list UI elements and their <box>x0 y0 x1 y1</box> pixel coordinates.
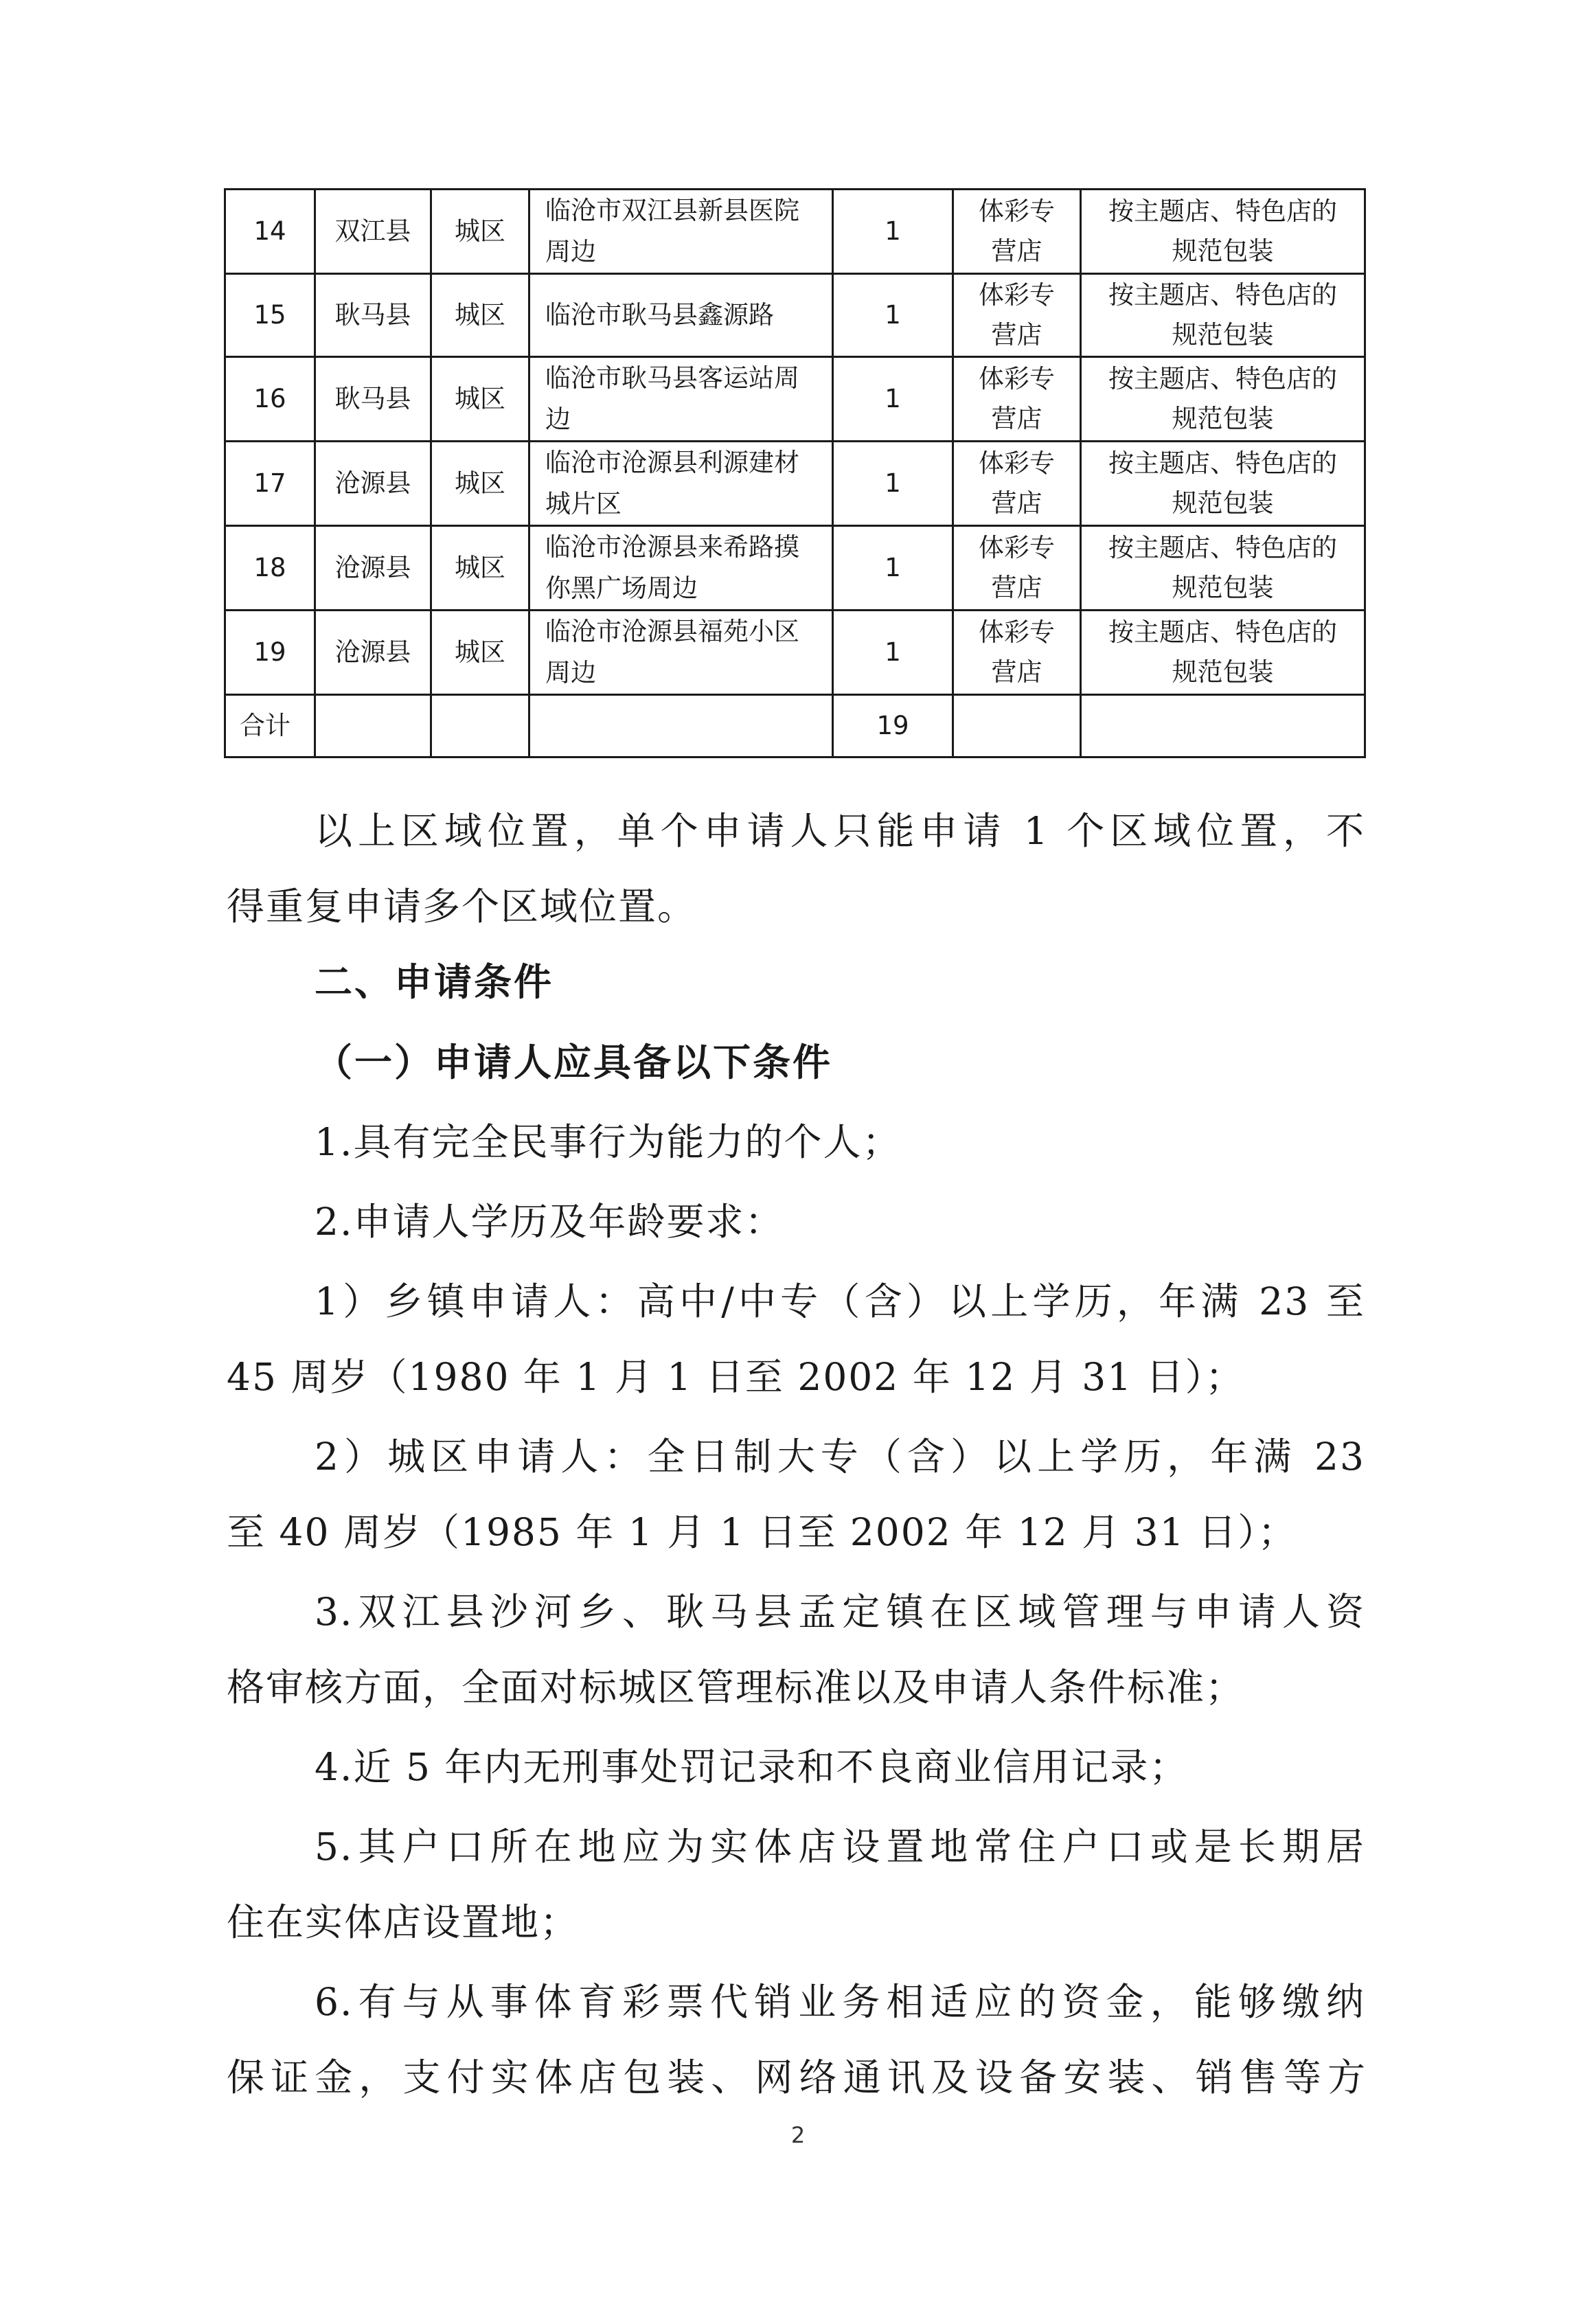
store-type-cell-line1: 体彩专 <box>979 280 1055 310</box>
address-cell <box>529 442 833 526</box>
address-cell-line1: 临沧市耿马县客运站周 <box>545 363 799 393</box>
condition-item-3-line1: 3.双江县沙河乡、耿马县孟定镇在区域管理与申请人资 <box>315 1590 1365 1634</box>
store-type-cell-line1: 体彩专 <box>979 364 1055 394</box>
table-row <box>225 274 1365 357</box>
store-type-cell <box>953 611 1081 695</box>
store-type-cell-line2: 营店 <box>991 236 1042 266</box>
store-type-cell <box>953 274 1081 357</box>
address-cell-line2: 周边 <box>545 658 596 687</box>
requirement-cell-line1: 按主题店、特色店的 <box>1108 617 1337 647</box>
address-cell-line1: 临沧市沧源县利源建材 <box>545 448 799 477</box>
address-cell <box>529 611 833 695</box>
store-type-cell <box>953 442 1081 526</box>
table-row <box>225 526 1365 611</box>
table-row <box>225 357 1365 442</box>
area-cell: 城区 <box>431 274 529 357</box>
total-quantity-cell: 19 <box>833 695 953 757</box>
requirement-cell <box>1081 357 1365 442</box>
requirement-cell <box>1081 442 1365 526</box>
row-number-cell: 16 <box>225 357 315 442</box>
county-cell: 耿马县 <box>315 357 431 442</box>
county-cell: 沧源县 <box>315 526 431 611</box>
address-cell-line1: 临沧市沧源县福苑小区 <box>545 617 799 646</box>
store-type-cell <box>953 357 1081 442</box>
address-cell-line1: 临沧市耿马县鑫源路 <box>545 300 774 330</box>
address-cell <box>529 357 833 442</box>
address-cell-line1: 临沧市沧源县来希路摸 <box>545 532 799 562</box>
area-cell: 城区 <box>431 526 529 611</box>
empty-cell <box>1081 695 1365 757</box>
subsection-heading: （一）申请人应具备以下条件 <box>315 1040 833 1084</box>
empty-cell <box>529 695 833 757</box>
area-cell: 城区 <box>431 190 529 274</box>
requirement-cell <box>1081 526 1365 611</box>
condition-item-5-line2: 住在实体店设置地； <box>227 1900 580 1944</box>
quantity-cell: 1 <box>833 274 953 357</box>
address-cell <box>529 190 833 274</box>
address-cell-line1: 临沧市双江县新县医院 <box>545 196 799 225</box>
condition-item-6-line1: 6.有与从事体育彩票代销业务相适应的资金，能够缴纳 <box>315 1980 1365 2024</box>
store-type-cell-line1: 体彩专 <box>979 196 1055 226</box>
area-cell: 城区 <box>431 442 529 526</box>
region-table-container <box>224 188 1364 758</box>
requirement-cell-line1: 按主题店、特色店的 <box>1108 196 1337 226</box>
requirement-cell-line2: 规范包装 <box>1172 657 1274 687</box>
condition-item-2-2-line1: 2）城区申请人：全日制大专（含）以上学历，年满 23 <box>315 1435 1365 1479</box>
row-number-cell: 18 <box>225 526 315 611</box>
condition-item-2-1-line1: 1）乡镇申请人：高中/中专（含）以上学历，年满 23 至 <box>315 1279 1365 1323</box>
condition-item-2-2-line2: 至 40 周岁（1985 年 1 月 1 日至 2002 年 12 月 31 日）； <box>227 1510 1297 1554</box>
address-cell-line2: 你黑广场周边 <box>545 573 698 603</box>
requirement-cell <box>1081 274 1365 357</box>
address-cell-line2: 城片区 <box>545 489 622 519</box>
store-type-cell-line1: 体彩专 <box>979 448 1055 478</box>
address-cell-line2: 周边 <box>545 237 596 266</box>
county-cell: 耿马县 <box>315 274 431 357</box>
condition-item-3-line2: 格审核方面，全面对标城区管理标准以及申请人条件标准； <box>227 1665 1245 1709</box>
address-cell-line2: 边 <box>545 405 571 434</box>
table-total-row <box>225 695 1365 757</box>
page-number: 2 <box>790 2122 806 2148</box>
store-type-cell-line1: 体彩专 <box>979 533 1055 562</box>
condition-item-6-line2: 保证金，支付实体店包装、网络通讯及设备安装、销售等方 <box>227 2055 1367 2099</box>
county-cell: 沧源县 <box>315 442 431 526</box>
store-type-cell-line2: 营店 <box>991 320 1042 350</box>
requirement-cell-line2: 规范包装 <box>1172 320 1274 350</box>
store-type-cell-line1: 体彩专 <box>979 617 1055 647</box>
row-number-cell: 15 <box>225 274 315 357</box>
condition-item-1: 1.具有完全民事行为能力的个人； <box>315 1120 902 1164</box>
county-cell: 双江县 <box>315 190 431 274</box>
condition-item-4: 4.近 5 年内无刑事处罚记录和不良商业信用记录； <box>315 1745 1189 1789</box>
store-type-cell-line2: 营店 <box>991 404 1042 433</box>
region-table <box>224 188 1366 758</box>
store-type-cell-line2: 营店 <box>991 573 1042 602</box>
requirement-cell-line2: 规范包装 <box>1172 404 1274 433</box>
condition-item-2: 2.申请人学历及年龄要求： <box>315 1200 784 1244</box>
row-number-cell: 19 <box>225 611 315 695</box>
region-table-body <box>225 190 1365 757</box>
store-type-cell <box>953 526 1081 611</box>
requirement-cell <box>1081 611 1365 695</box>
table-row <box>225 611 1365 695</box>
area-cell: 城区 <box>431 357 529 442</box>
condition-item-2-1-line2: 45 周岁（1980 年 1 月 1 日至 2002 年 12 月 31 日）； <box>227 1355 1245 1399</box>
empty-cell <box>953 695 1081 757</box>
requirement-cell-line2: 规范包装 <box>1172 488 1274 518</box>
section-heading: 二、申请条件 <box>315 960 554 1004</box>
quantity-cell: 1 <box>833 526 953 611</box>
requirement-cell-line1: 按主题店、特色店的 <box>1108 448 1337 478</box>
quantity-cell: 1 <box>833 190 953 274</box>
requirement-cell-line1: 按主题店、特色店的 <box>1108 280 1337 310</box>
quantity-cell: 1 <box>833 442 953 526</box>
county-cell: 沧源县 <box>315 611 431 695</box>
table-row <box>225 190 1365 274</box>
total-label-cell: 合计 <box>225 695 315 757</box>
quantity-cell: 1 <box>833 357 953 442</box>
row-number-cell: 14 <box>225 190 315 274</box>
address-cell <box>529 526 833 611</box>
requirement-cell-line1: 按主题店、特色店的 <box>1108 364 1337 394</box>
requirement-cell-line2: 规范包装 <box>1172 573 1274 602</box>
requirement-cell <box>1081 190 1365 274</box>
store-type-cell-line2: 营店 <box>991 488 1042 518</box>
quantity-cell: 1 <box>833 611 953 695</box>
condition-item-5-line1: 5.其户口所在地应为实体店设置地常住户口或是长期居 <box>315 1825 1365 1869</box>
paragraph-region-limit-line2: 得重复申请多个区域位置。 <box>227 885 697 928</box>
row-number-cell: 17 <box>225 442 315 526</box>
empty-cell <box>315 695 431 757</box>
requirement-cell-line1: 按主题店、特色店的 <box>1108 533 1337 562</box>
empty-cell <box>431 695 529 757</box>
store-type-cell-line2: 营店 <box>991 657 1042 687</box>
area-cell: 城区 <box>431 611 529 695</box>
table-row <box>225 442 1365 526</box>
address-cell <box>529 274 833 357</box>
paragraph-region-limit-line1: 以上区域位置，单个申请人只能申请 1 个区域位置，不 <box>315 809 1365 853</box>
store-type-cell <box>953 190 1081 274</box>
requirement-cell-line2: 规范包装 <box>1172 236 1274 266</box>
